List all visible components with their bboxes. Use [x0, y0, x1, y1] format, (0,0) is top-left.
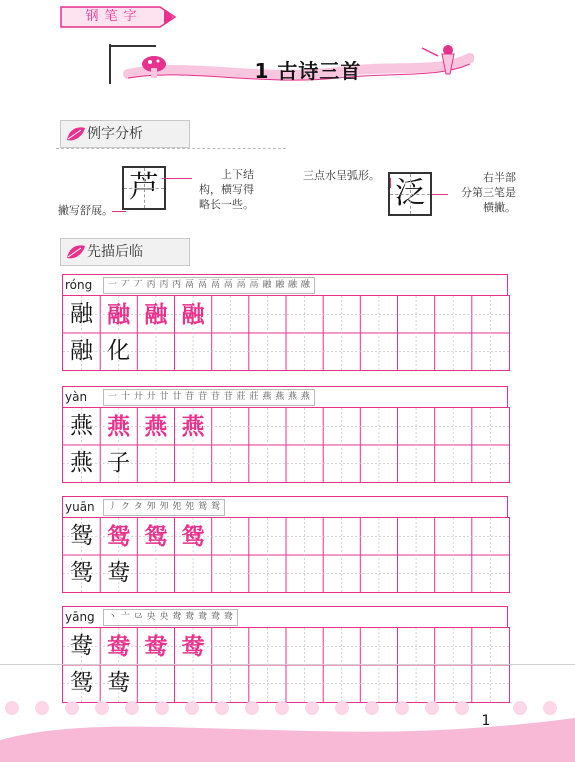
section-example-analysis: [60, 120, 190, 148]
word-char: 化: [107, 338, 131, 364]
section-divider: [56, 148, 286, 149]
pinyin: yāng: [65, 610, 95, 624]
leader-line: [432, 194, 448, 195]
stroke-order: 一 十 廾 廾 廿 廿 苷 苷 苷 苷 莊 莊 燕 燕 燕 燕: [103, 389, 315, 406]
practice-block: [62, 274, 508, 371]
practice-block: [62, 606, 508, 703]
example-char-fan: 泛: [388, 172, 432, 216]
pinyin-row: [62, 386, 508, 407]
trace-char: 融: [181, 301, 205, 328]
trace-char: 鸳: [181, 523, 205, 550]
word-char: 鸳: [70, 670, 93, 696]
note-line: 上下结: [221, 168, 254, 181]
pinyin: yuān: [65, 500, 95, 514]
section-trace-then-copy-label: 先描后临: [87, 244, 143, 260]
model-char: 鸯: [70, 633, 93, 659]
pinyin-row: [62, 274, 508, 295]
word-char: 融: [70, 338, 93, 364]
note-line: 略长一些。: [199, 198, 254, 211]
writing-grid: [62, 407, 510, 483]
footer-rule: [0, 664, 575, 665]
pinyin: yàn: [65, 390, 88, 404]
note-line: 分第三笔是: [461, 186, 516, 199]
writing-grid: [62, 627, 510, 703]
section-example-analysis-label: 例字分析: [87, 126, 143, 142]
note-line: 横撇。: [483, 201, 516, 214]
word-char: 鸳: [70, 560, 93, 586]
writing-grid: [62, 517, 510, 593]
leader-line: [162, 178, 192, 179]
practice-block: [62, 386, 508, 483]
model-char: 燕: [70, 413, 93, 439]
trace-char: 融: [107, 301, 131, 328]
trace-char: 鸳: [144, 523, 168, 550]
word-char: 子: [107, 450, 131, 476]
pinyin: róng: [65, 278, 93, 292]
leaf-icon: [65, 242, 87, 262]
example-char-lu: 芦: [122, 166, 166, 210]
pinyin-row: [62, 606, 508, 627]
model-char: 融: [70, 301, 93, 327]
model-char: 鸳: [70, 523, 93, 549]
stroke-order: 一 丆 丆 丙 丙 丙 鬲 鬲 鬲 鬲 鬲 鬲 融 融 融 融: [103, 277, 315, 294]
section-trace-then-copy: [60, 238, 190, 266]
lesson-title-banner: [108, 44, 474, 86]
writing-grid: [62, 295, 510, 371]
page-footer: [0, 700, 575, 762]
lesson-title: 1 古诗三首: [254, 59, 362, 83]
category-tag: [60, 6, 176, 28]
dot-pattern: [5, 701, 557, 715]
trace-char: 燕: [144, 413, 168, 440]
trace-char: 燕: [181, 413, 205, 440]
trace-char: 鸳: [107, 523, 131, 550]
practice-block: [62, 496, 508, 593]
note-line: 右半部: [483, 171, 516, 184]
word-char: 燕: [70, 450, 93, 476]
stroke-order: 丿 ク タ 夘 夘 夗 夗 鸳 鸳: [103, 499, 225, 516]
stroke-order: 丶 亠 ⺋ 央 央 鸯 鸯 鸯 鸯 鸯: [103, 609, 238, 626]
pinyin-row: [62, 496, 508, 517]
footer-decoration: [0, 700, 575, 762]
category-tag-text: 钢笔字: [85, 9, 143, 24]
leaf-icon: [65, 124, 87, 144]
page-number: 1: [481, 713, 491, 729]
example-fan-note-left: 三点水呈弧形。: [303, 169, 380, 182]
trace-char: 融: [144, 301, 168, 328]
leader-line: [390, 178, 391, 188]
trace-char: 燕: [107, 413, 131, 440]
trace-char: 鸯: [181, 633, 205, 660]
example-lu-note-left: 撇写舒展。: [58, 204, 113, 217]
example-lu-note-right: [182, 167, 254, 212]
note-line: 构，横写得: [199, 183, 254, 196]
example-fan-note-right: [446, 170, 516, 215]
word-char: 鸯: [107, 670, 131, 696]
trace-char: 鸯: [144, 633, 168, 660]
word-char: 鸯: [107, 560, 131, 586]
trace-char: 鸯: [107, 633, 131, 660]
leader-line: [112, 211, 126, 212]
